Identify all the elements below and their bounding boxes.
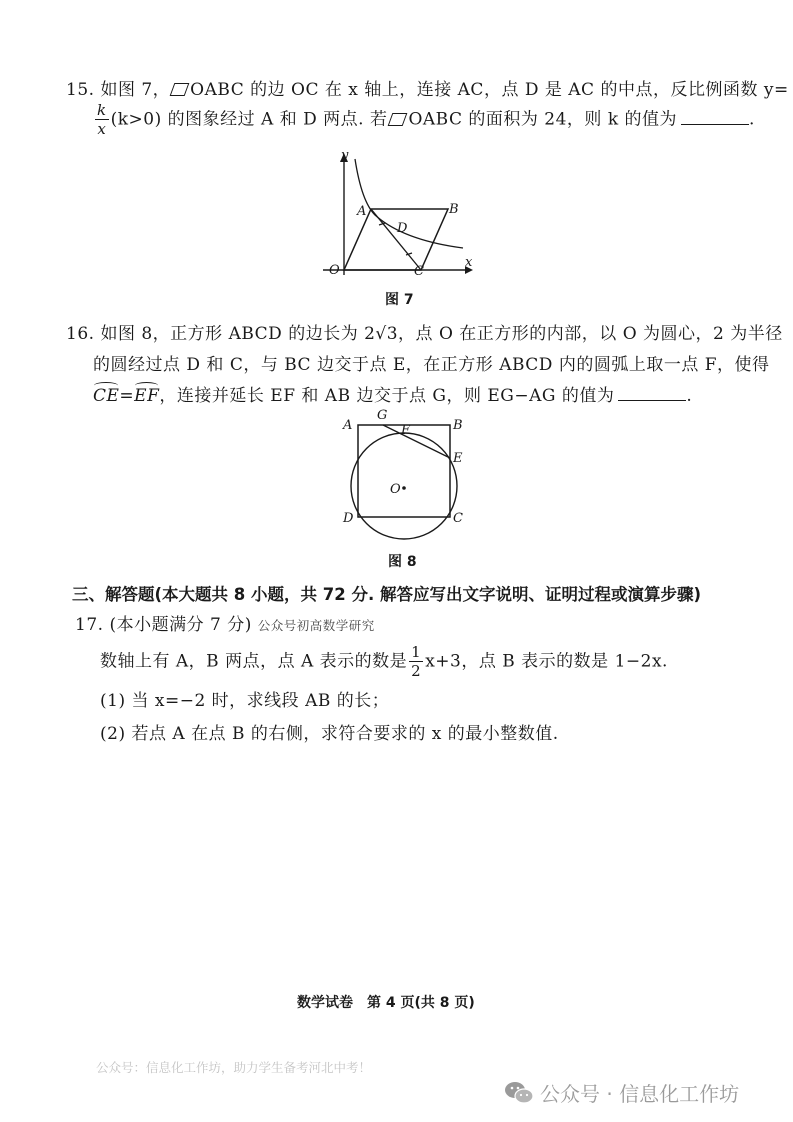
- q16-line2: 的圆经过点 D 和 C，与 BC 边交于点 E，在正方形 ABCD 内的圆弧上取一点 F，使得: [93, 355, 770, 375]
- label-o: O: [329, 263, 340, 278]
- q16-eq: =: [119, 386, 135, 406]
- q17-fraction: [409, 645, 423, 679]
- label-g: G: [377, 408, 388, 423]
- wechat-icon: [504, 1080, 534, 1106]
- figure-8: [335, 405, 495, 545]
- label-a: A: [357, 204, 367, 219]
- q17-stem: [100, 645, 668, 679]
- label-d: D: [397, 221, 408, 236]
- square-abcd: [358, 425, 450, 517]
- answer-blank-16[interactable]: [618, 386, 686, 401]
- page-footer: 数学试卷 第 4 页(共 8 页): [297, 995, 475, 1011]
- label-e: E: [453, 451, 463, 466]
- label-d: D: [343, 511, 354, 526]
- q15-line1-a: 15. 如图 7，: [66, 80, 171, 100]
- figure-7: [315, 145, 485, 280]
- center-point: [402, 486, 406, 490]
- answer-blank-15[interactable]: [681, 110, 749, 125]
- label-x: x: [465, 255, 473, 270]
- q17-title-line: [75, 610, 375, 635]
- label-b: B: [453, 418, 463, 433]
- line-eg: [383, 425, 450, 458]
- figure-8-caption: 图 8: [388, 554, 417, 570]
- q17-source: 公众号初高数学研究: [257, 618, 375, 633]
- watermark-right: [504, 1078, 739, 1107]
- label-c: C: [453, 511, 463, 526]
- q15-fraction: [95, 103, 109, 137]
- circle-o: [351, 433, 457, 539]
- section-heading: 三、解答题(本大题共 8 小题，共 72 分. 解答应写出文字说明、证明过程或演算步骤): [72, 585, 702, 604]
- q16-line3-rest: ，连接并延长 EF 和 AB 边交于点 G，则 EG−AG 的值为: [159, 386, 615, 406]
- q16-line1: 16. 如图 8，正方形 ABCD 的边长为 2√3，点 O 在正方形的内部，以 O 为圆心，2 为半径: [66, 324, 783, 344]
- hyperbola-curve: [355, 159, 463, 248]
- q15-line2-end: .: [749, 109, 755, 130]
- q16-line3-end: .: [686, 386, 693, 406]
- label-y: y: [341, 148, 349, 163]
- q17-stem-a: 数轴上有 A，B 两点，点 A 表示的数是: [100, 651, 408, 672]
- q15-line1: [66, 75, 789, 100]
- label-a: A: [343, 418, 353, 433]
- q15-line2-b: OABC 的面积为 24，则 k 的值为: [408, 109, 678, 130]
- q17-part2: (2) 若点 A 在点 B 的右侧，求符合要求的 x 的最小整数值.: [100, 724, 559, 744]
- diagonal-ac: [371, 209, 421, 270]
- q15-line2: [93, 103, 755, 137]
- label-o: O: [390, 482, 401, 497]
- q16-line3: [93, 381, 692, 406]
- watermark-left: 公众号：信息化工作坊，助力学生备考河北中考！: [96, 1060, 372, 1075]
- figure-7-caption: 图 7: [385, 292, 414, 308]
- q17-part1: (1) 当 x=−2 时，求线段 AB 的长；: [100, 691, 390, 711]
- arc-ef: EF: [134, 386, 160, 406]
- q17-frac-num: 1: [411, 643, 422, 661]
- q17-title: 17. (本小题满分 7 分): [75, 615, 252, 635]
- parallelogram-icon: [170, 83, 190, 96]
- arc-ce: CE: [93, 386, 120, 406]
- parallelogram-icon: [388, 113, 408, 126]
- watermark-right-text: 公众号 · 信息化工作坊: [540, 1082, 740, 1106]
- label-f: F: [401, 423, 411, 438]
- label-b: B: [449, 202, 459, 217]
- label-c: C: [414, 264, 424, 279]
- q15-frac-den: x: [97, 120, 107, 138]
- q17-stem-b: x+3，点 B 表示的数是 1−2x.: [425, 651, 668, 672]
- q15-frac-num: k: [97, 101, 107, 119]
- q15-line1-b: OABC 的边 OC 在 x 轴上，连接 AC，点 D 是 AC 的中点，反比例函数 y=: [190, 80, 789, 100]
- q17-frac-den: 2: [411, 662, 422, 680]
- q15-line2-a: (k>0) 的图象经过 A 和 D 两点. 若: [110, 109, 388, 130]
